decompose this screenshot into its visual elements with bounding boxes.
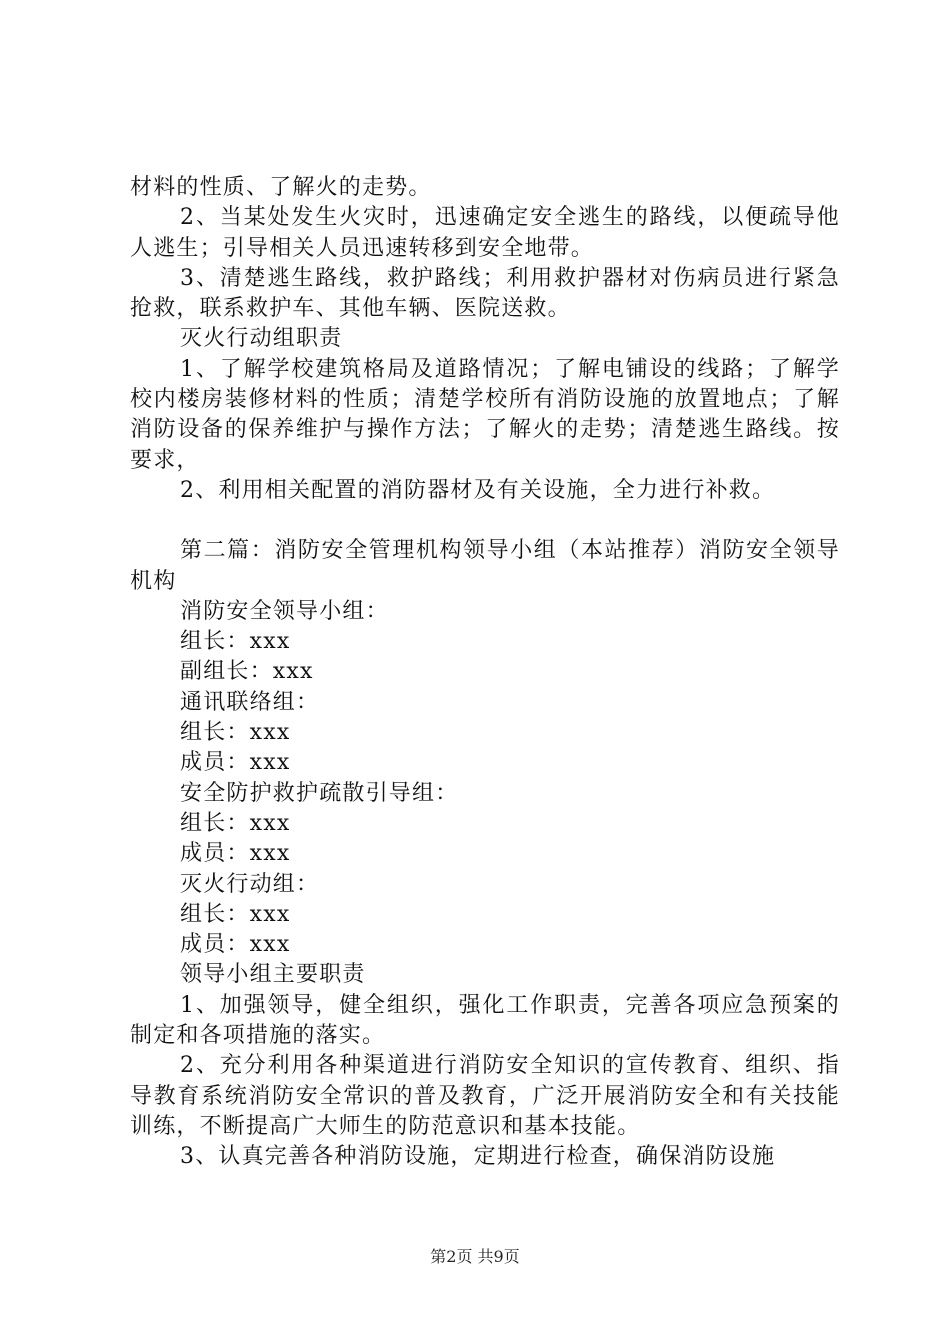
list-line: 安全防护救护疏散引导组： [180, 780, 459, 806]
section-title: 第二篇：消防安全管理机构领导小组（本站推荐）消防安全领导机构 [130, 538, 840, 594]
list-line: 组长：xxx [180, 629, 291, 655]
list-line: 成员：xxx [180, 841, 291, 867]
subheading-leader-duties: 领导小组主要职责 [180, 962, 366, 988]
paragraph-continued: 材料的性质、了解火的走势。 [130, 175, 432, 200]
blank-line [130, 506, 840, 536]
paragraph: 1、加强领导，健全组织，强化工作职责，完善各项应急预案的制定和各项措施的落实。 [130, 992, 840, 1049]
list-line: 成员：xxx [180, 932, 291, 958]
paragraph: 2、充分利用各种渠道进行消防安全知识的宣传教育、组织、指导教育系统消防安全常识的普及教育，广泛开展消防安全和有关技能训练，不断提高广大师生的防范意识和基本技能。 [130, 1053, 840, 1139]
list-line: 副组长：xxx [180, 659, 314, 685]
paragraph: 2、当某处发生火灾时，迅速确定安全逃生的路线，以便疏导他人逃生；引导相关人员迅速转移到安全地带。 [130, 205, 840, 261]
list-line: 组长：xxx [180, 810, 291, 836]
list-line: 消防安全领导小组： [180, 598, 389, 624]
document-body [130, 173, 840, 1173]
list-line: 组长：xxx [180, 720, 291, 746]
subheading-fire-team-duties: 灭火行动组职责 [180, 326, 343, 352]
paragraph: 1、了解学校建筑格局及道路情况；了解电铺设的线路；了解学校内楼房装修材料的性质；清楚学校所有消防设施的放置地点；了解消防设备的保养维护与操作方法；了解火的走势；清楚逃生路线。按要求， [130, 356, 840, 473]
paragraph: 2、利用相关配置的消防器材及有关设施，全力进行补救。 [180, 477, 776, 503]
list-line: 通讯联络组： [180, 689, 320, 715]
page-footer: 第2页 共9页 [430, 1247, 520, 1266]
list-line: 成员：xxx [180, 750, 291, 776]
list-line: 组长：xxx [180, 901, 291, 927]
paragraph: 3、认真完善各种消防设施，定期进行检查，确保消防设施 [180, 1144, 776, 1170]
list-line: 灭火行动组： [180, 871, 320, 897]
paragraph: 3、清楚逃生路线，救护路线；利用救护器材对伤病员进行紧急抢救，联系救护车、其他车辆、医院送救。 [130, 265, 840, 322]
